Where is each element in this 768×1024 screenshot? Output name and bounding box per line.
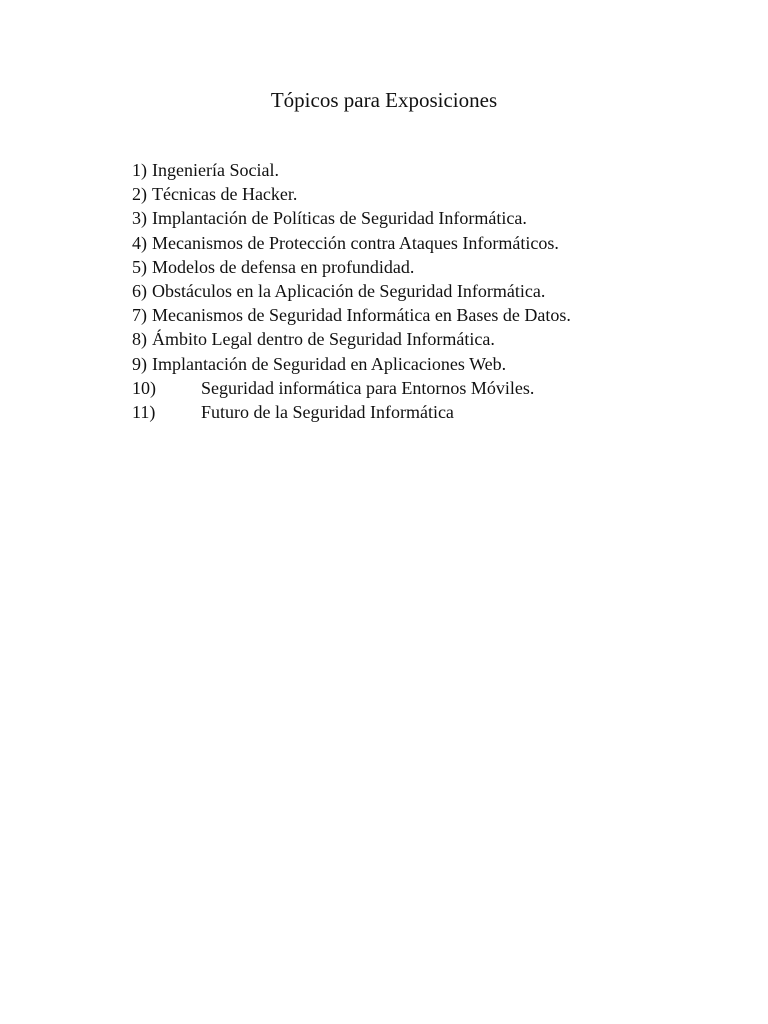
topic-text: Obstáculos en la Aplicación de Seguridad Informática. [152, 281, 546, 302]
topic-number: 9) [132, 353, 147, 374]
topic-item-3 [132, 206, 732, 230]
topic-number: 8) [132, 329, 147, 350]
topic-text: Implantación de Políticas de Seguridad Informática. [152, 208, 527, 229]
topic-number: 11) [132, 402, 156, 423]
topic-item-8 [132, 327, 732, 351]
topic-item-9 [132, 352, 732, 376]
topic-number: 7) [132, 305, 147, 326]
topic-number: 5) [132, 256, 147, 277]
topic-item-4 [132, 231, 732, 255]
topic-text: Futuro de la Seguridad Informática [201, 402, 454, 423]
topic-text: Modelos de defensa en profundidad. [152, 256, 415, 277]
topic-item-7 [132, 303, 732, 327]
topic-text: Mecanismos de Seguridad Informática en Bases de Datos. [152, 305, 571, 326]
topic-item-6 [132, 279, 732, 303]
topic-list [132, 158, 732, 424]
topic-item-2 [132, 182, 732, 206]
topic-item-11 [132, 400, 732, 424]
topic-number: 2) [132, 184, 147, 205]
topic-text: Implantación de Seguridad en Aplicaciones Web. [152, 353, 507, 374]
topic-item-10 [132, 376, 732, 400]
topic-text: Mecanismos de Protección contra Ataques Informáticos. [152, 232, 559, 253]
topic-item-5 [132, 255, 732, 279]
topic-text: Ingeniería Social. [152, 160, 279, 180]
topic-number: 10) [132, 377, 156, 398]
topic-text: Seguridad informática para Entornos Móviles. [201, 377, 535, 398]
topic-number: 3) [132, 208, 147, 229]
topic-number: 4) [132, 232, 147, 253]
topic-number: 1) [132, 160, 147, 180]
topic-text: Técnicas de Hacker. [152, 184, 298, 205]
topic-text: Ámbito Legal dentro de Seguridad Informática. [152, 329, 495, 350]
topic-number: 6) [132, 281, 147, 302]
document-title: Tópicos para Exposiciones [270, 88, 498, 112]
topic-item-1 [132, 158, 732, 182]
